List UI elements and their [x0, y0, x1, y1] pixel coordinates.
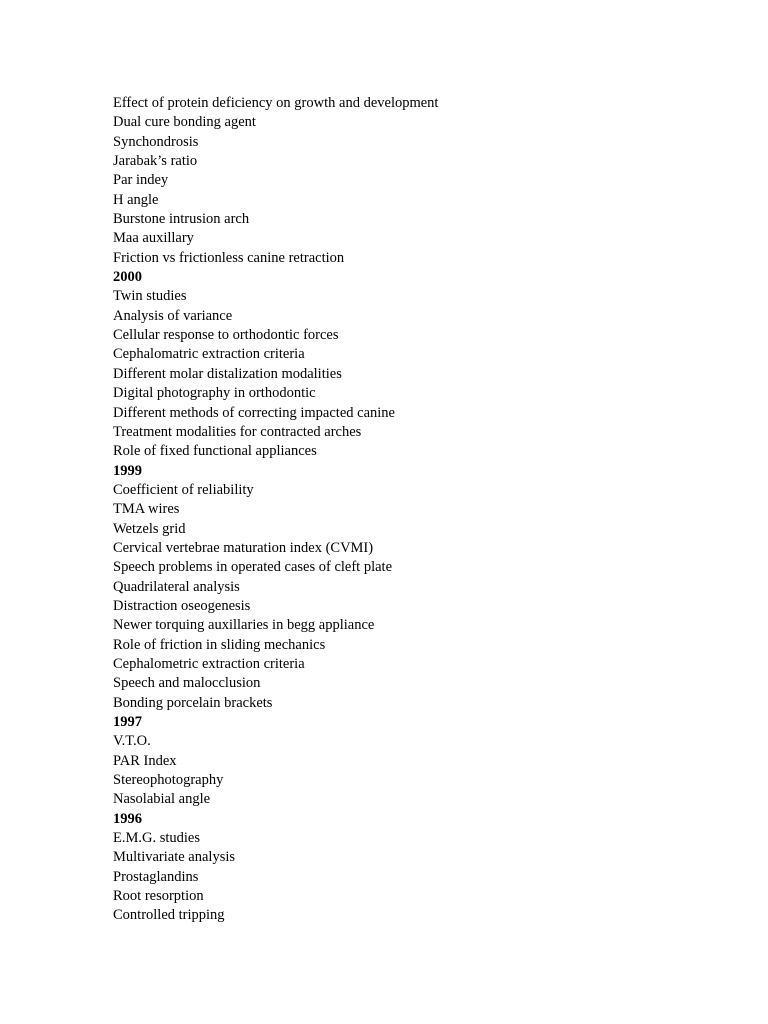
year-heading: 1999	[113, 462, 142, 479]
topic-list	[113, 94, 438, 926]
topic-line: Prostaglandins	[113, 868, 199, 885]
year-heading: 1996	[113, 810, 142, 827]
topic-line: Controlled tripping	[113, 907, 225, 924]
topic-line: Quadrilateral analysis	[113, 578, 240, 595]
topic-line: Digital photography in orthodontic	[113, 385, 316, 402]
topic-line: Par indey	[113, 172, 169, 189]
topic-line: Analysis of variance	[113, 307, 233, 324]
topic-line: Twin studies	[113, 288, 187, 305]
topic-line: Different methods of correcting impacted canine	[113, 404, 395, 421]
topic-line: Distraction oseogenesis	[113, 597, 251, 614]
topic-line: Newer torquing auxillaries in begg appliance	[113, 617, 375, 634]
topic-line: Role of fixed functional appliances	[113, 443, 317, 460]
topic-line: E.M.G. studies	[113, 830, 200, 847]
topic-line: Stereophotography	[113, 772, 224, 789]
topic-line: Different molar distalization modalities	[113, 365, 342, 382]
topic-line: Cellular response to orthodontic forces	[113, 327, 339, 344]
topic-line: Dual cure bonding agent	[113, 114, 256, 131]
topic-line: TMA wires	[113, 501, 180, 518]
topic-line: Friction vs frictionless canine retraction	[113, 249, 345, 266]
topic-line: Nasolabial angle	[113, 791, 211, 808]
topic-line: Jarabak’s ratio	[113, 153, 198, 170]
topic-line: Role of friction in sliding mechanics	[113, 636, 326, 653]
topic-line: Speech problems in operated cases of cleft plate	[113, 559, 393, 576]
topic-line: Cervical vertebrae maturation index (CVMI)	[113, 539, 374, 556]
year-heading: 1997	[113, 714, 142, 730]
topic-line: PAR Index	[113, 752, 177, 769]
topic-line: Burstone intrusion arch	[113, 211, 250, 228]
topic-line: Speech and malocclusion	[113, 675, 261, 692]
topic-line: Treatment modalities for contracted arches	[113, 423, 362, 440]
topic-line: H angle	[113, 191, 159, 208]
topic-line: Coefficient of reliability	[113, 481, 254, 498]
topic-line: V.T.O.	[113, 733, 151, 750]
topic-line: Wetzels grid	[113, 520, 186, 537]
topic-line: Bonding porcelain brackets	[113, 694, 273, 711]
year-heading: 2000	[113, 269, 142, 286]
topic-line: Root resorption	[113, 888, 204, 905]
topic-line: Cephalomatric extraction criteria	[113, 346, 305, 363]
topic-line: Multivariate analysis	[113, 849, 236, 866]
topic-line: Cephalometric extraction criteria	[113, 655, 305, 672]
topic-line: Synchondrosis	[113, 133, 199, 150]
topic-line: Maa auxillary	[113, 230, 194, 247]
topic-line: Effect of protein deficiency on growth and development	[113, 95, 439, 111]
